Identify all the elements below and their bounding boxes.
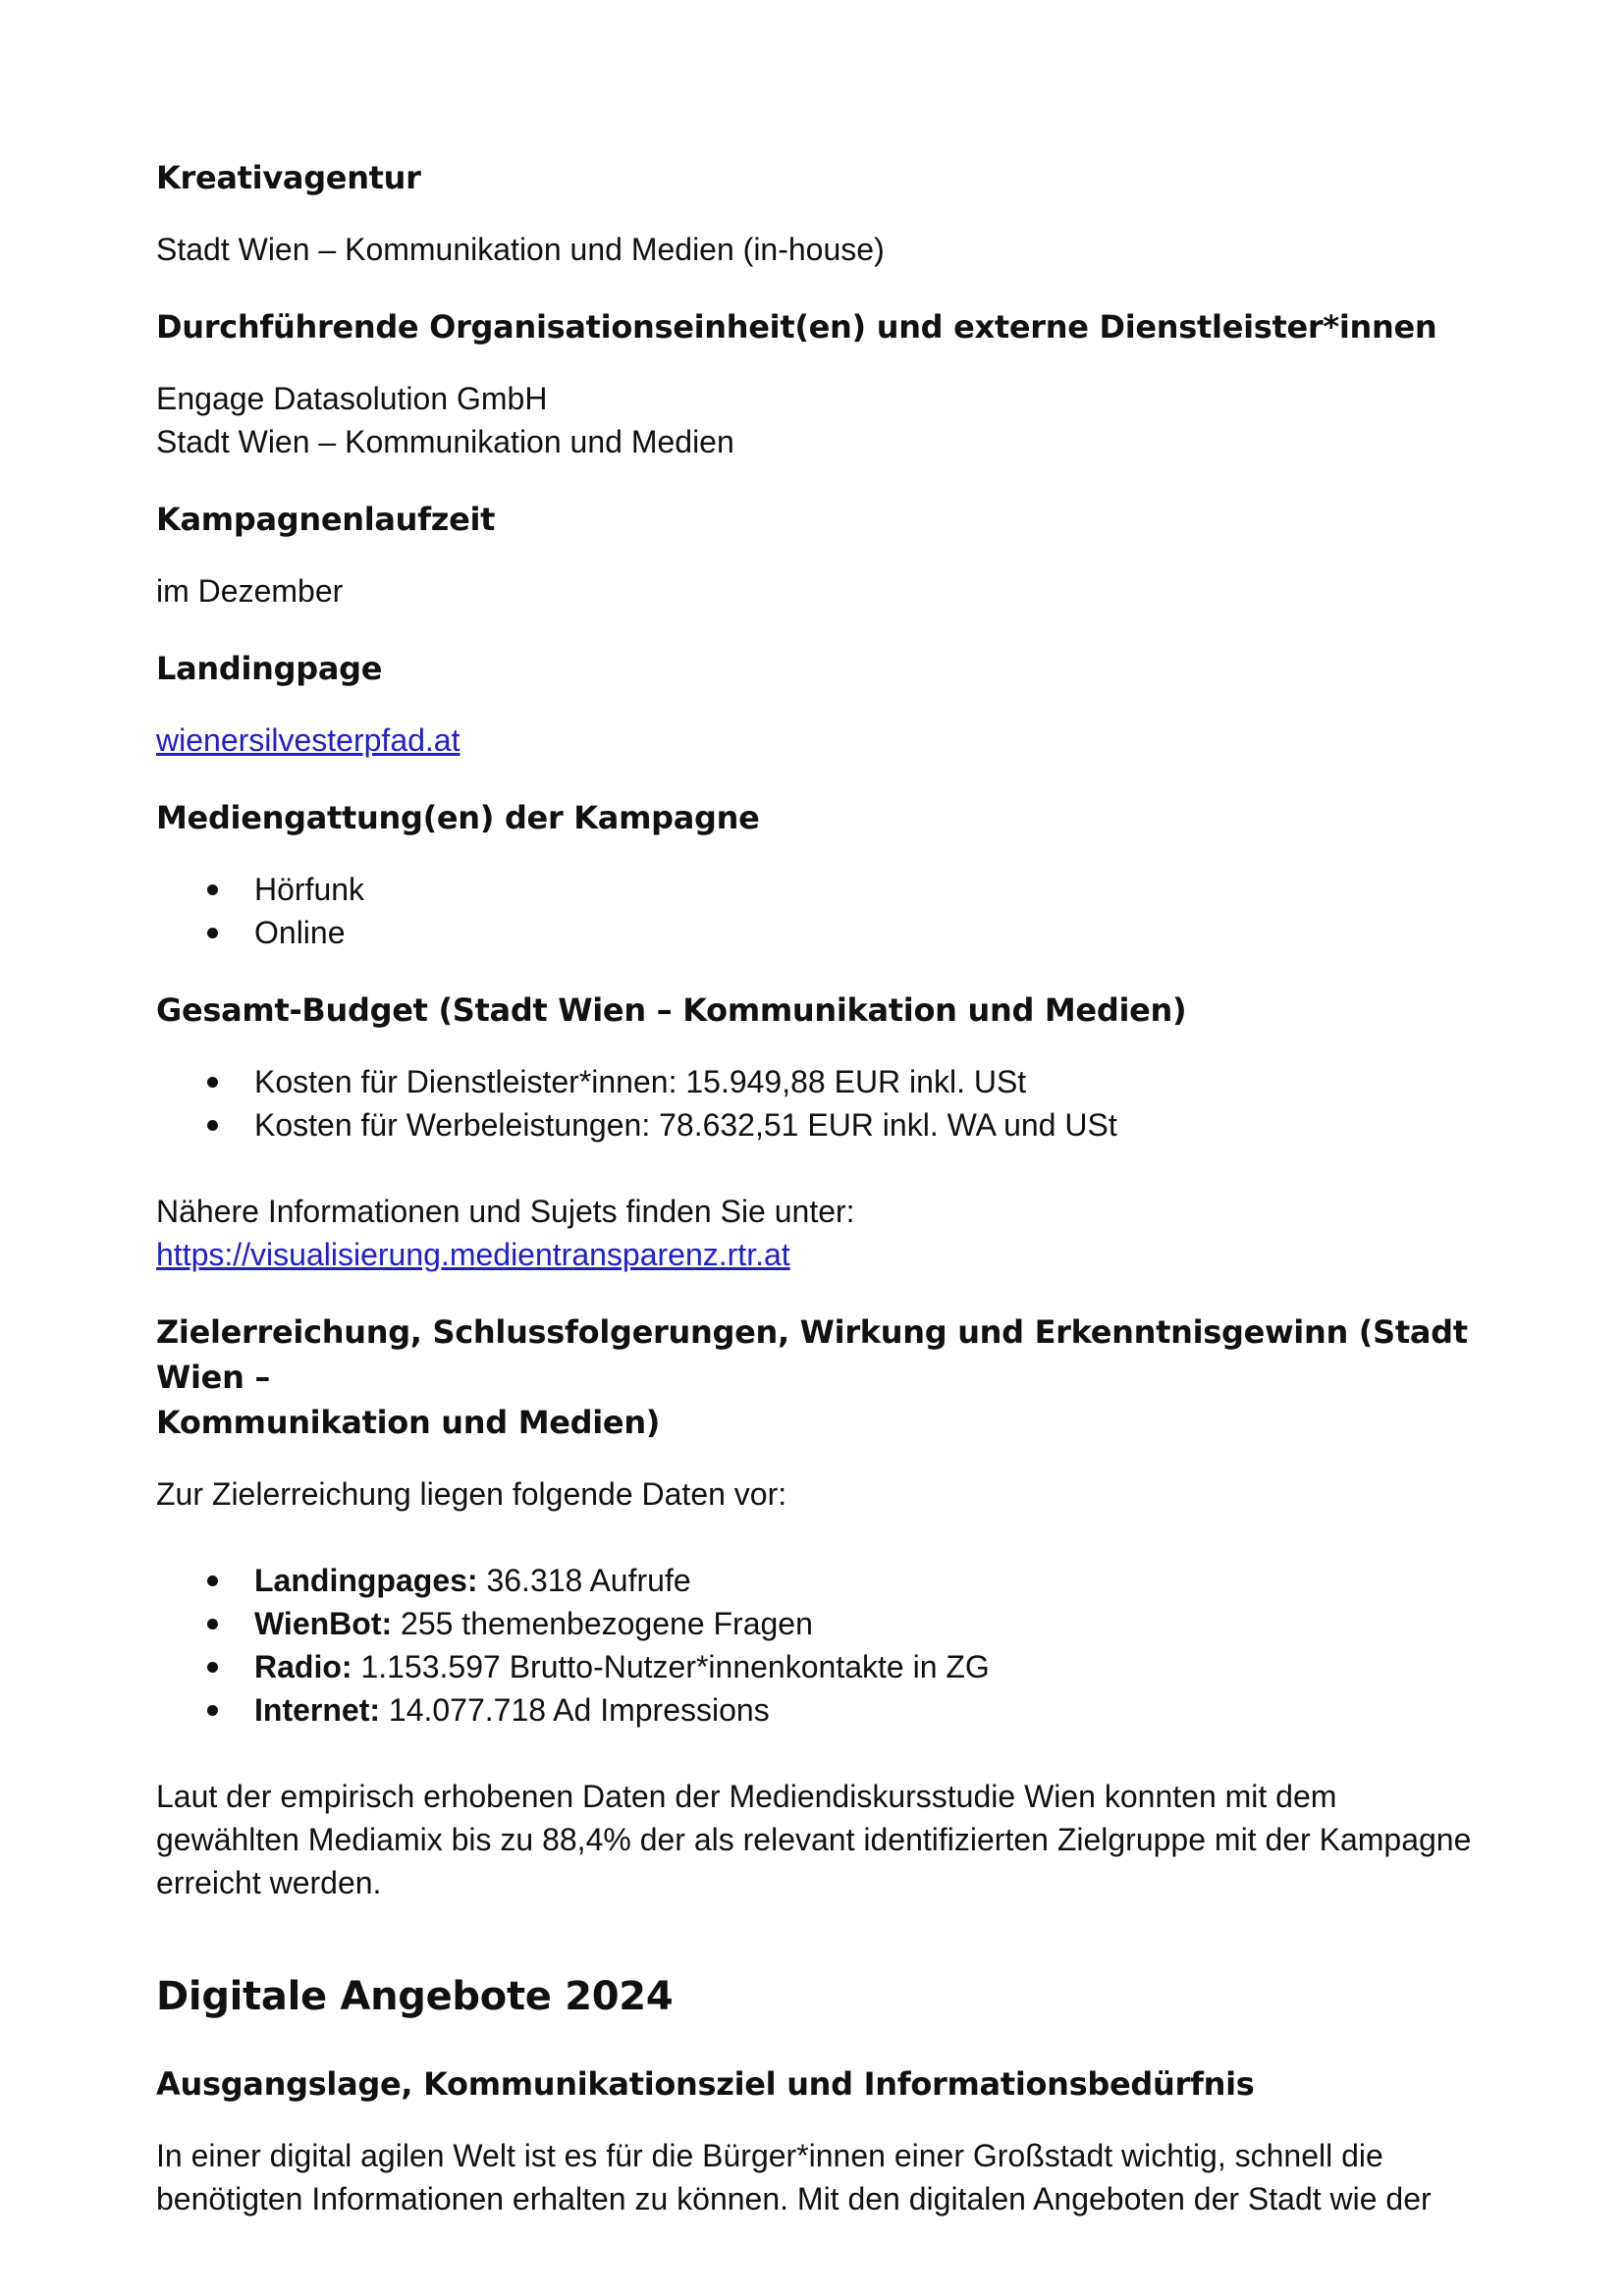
durchfuehrende-line: Engage Datasolution GmbH [156, 381, 548, 416]
text-line: In einer digital agilen Welt ist es für die Bürger*innen einer Großstadt wichtig, schnell die [156, 2138, 1383, 2173]
heading-zielerreichung-line2: Kommunikation und Medien) [156, 1404, 661, 1441]
item-value: 1.153.597 Brutto-Nutzer*innenkontakte in ZG [352, 1649, 990, 1684]
zielerreichung-summary [156, 1775, 1482, 1904]
list-item: Kosten für Dienstleister*innen: 15.949,88 EUR inkl. USt [156, 1060, 1482, 1103]
list-item [156, 1602, 1482, 1645]
heading-ausgangslage: Ausgangslage, Kommunikationsziel und Informationsbedürfnis [156, 2065, 1255, 2103]
item-value: 255 themenbezogene Fragen [392, 1606, 813, 1641]
text-line: benötigten Informationen erhalten zu können. Mit den digitalen Angeboten der Stadt wie der [156, 2181, 1432, 2216]
heading-zielerreichung-line1: Zielerreichung, Schlussfolgerungen, Wirkung und Erkenntnisgewinn (Stadt Wien – [156, 1313, 1468, 1396]
heading-zielerreichung [156, 1309, 1482, 1445]
list-item [156, 1645, 1482, 1688]
landingpage-paragraph [156, 719, 1482, 762]
document-page [156, 155, 1482, 2220]
ausgangslage-text [156, 2134, 1482, 2220]
heading-mediengattungen: Mediengattung(en) der Kampagne [156, 799, 760, 836]
heading-budget: Gesamt-Budget (Stadt Wien – Kommunikation und Medien) [156, 991, 1187, 1029]
zielerreichung-list [156, 1559, 1482, 1732]
item-value: 36.318 Aufrufe [477, 1563, 691, 1598]
heading-digitale-angebote: Digitale Angebote 2024 [156, 1974, 674, 2019]
item-value: 14.077.718 Ad Impressions [380, 1692, 770, 1728]
landingpage-link[interactable]: wienersilvesterpfad.at [156, 722, 460, 758]
budget-list [156, 1060, 1482, 1147]
heading-durchfuehrende: Durchführende Organisationseinheit(en) und externe Dienstleister*innen [156, 308, 1437, 346]
kreativagentur-text: Stadt Wien – Kommunikation und Medien (in-house) [156, 232, 885, 267]
heading-landingpage: Landingpage [156, 650, 383, 687]
list-item [156, 1688, 1482, 1732]
heading-kampagnenlaufzeit: Kampagnenlaufzeit [156, 501, 496, 538]
list-item: Kosten für Werbeleistungen: 78.632,51 EUR inkl. WA und USt [156, 1103, 1482, 1147]
summary-line: erreicht werden. [156, 1865, 382, 1900]
item-label: Internet: [254, 1692, 380, 1728]
item-label: Radio: [254, 1649, 352, 1684]
summary-line: gewählten Mediamix bis zu 88,4% der als relevant identifizierten Zielgruppe mit der Kampagne [156, 1822, 1472, 1857]
medientransparenz-link[interactable]: https://visualisierung.medientransparenz.rtr.at [156, 1237, 790, 1272]
heading-kreativagentur: Kreativagentur [156, 159, 421, 196]
mediengattungen-list [156, 868, 1482, 954]
item-label: WienBot: [254, 1606, 393, 1641]
summary-line: Laut der empirisch erhobenen Daten der Mediendiskursstudie Wien konnten mit dem [156, 1779, 1337, 1814]
list-item: Online [156, 911, 1482, 954]
item-label: Landingpages: [254, 1563, 478, 1598]
info-text: Nähere Informationen und Sujets finden Sie unter: [156, 1194, 855, 1229]
info-link-paragraph [156, 1233, 1482, 1276]
kampagnenlaufzeit-text: im Dezember [156, 573, 344, 609]
zielerreichung-intro: Zur Zielerreichung liegen folgende Daten vor: [156, 1476, 787, 1512]
durchfuehrende-line: Stadt Wien – Kommunikation und Medien [156, 424, 734, 459]
list-item: Hörfunk [156, 868, 1482, 911]
list-item [156, 1559, 1482, 1602]
